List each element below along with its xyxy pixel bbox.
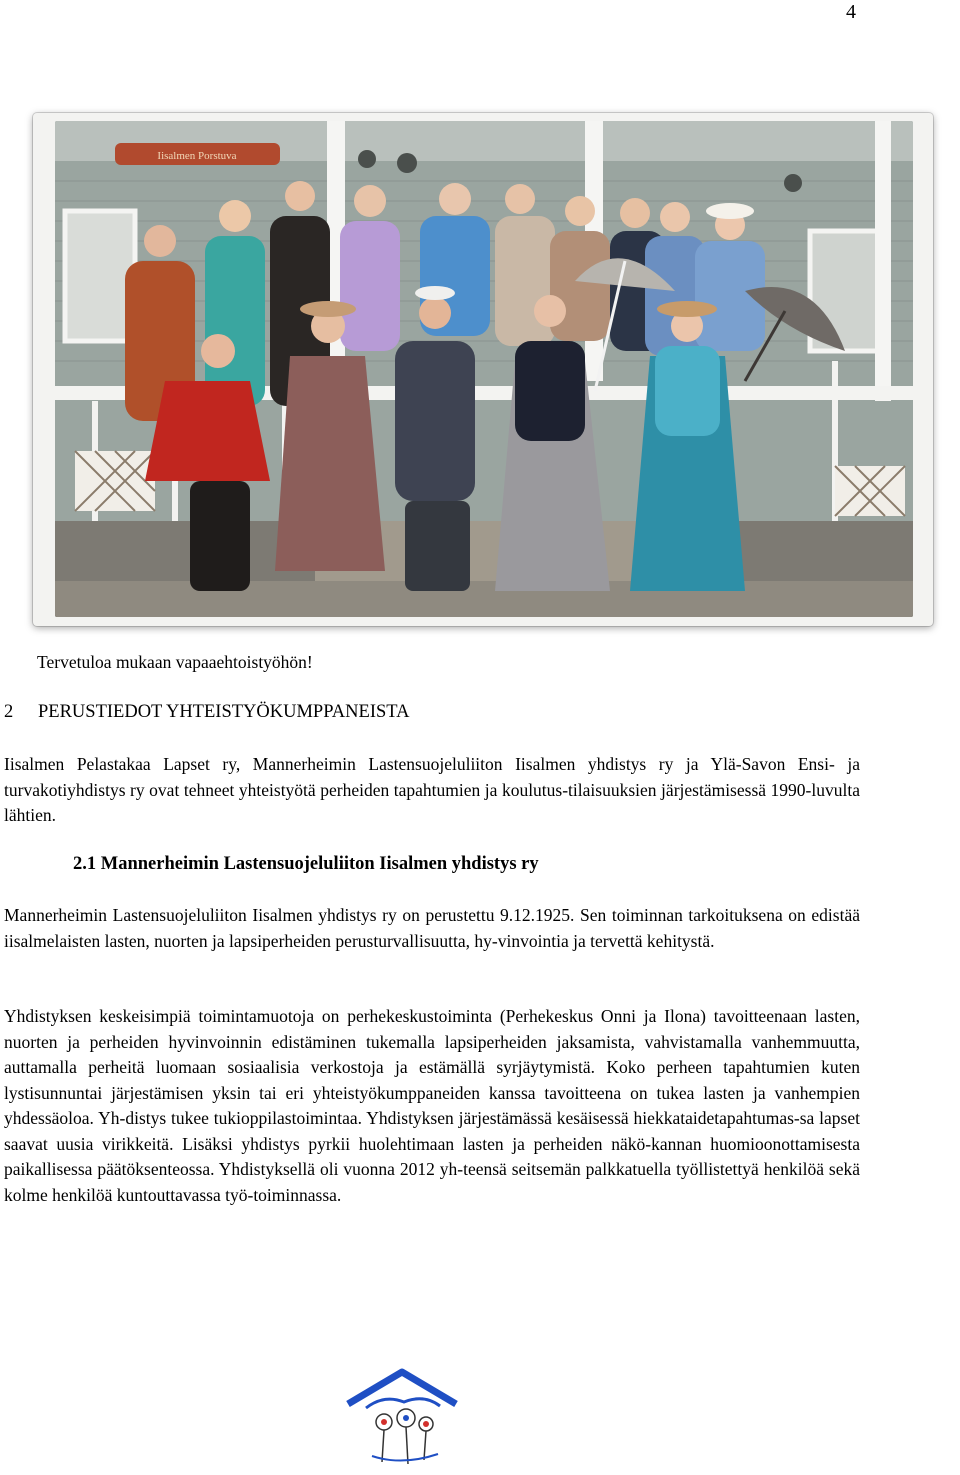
page-number: 4 bbox=[846, 1, 856, 23]
group-photo bbox=[55, 121, 913, 617]
photo-frame bbox=[33, 113, 933, 626]
section-2-paragraph: Iisalmen Pelastakaa Lapset ry, Mannerheimin Lastensuojeluliiton Iisalmen yhdistys ry ja Ylä-Savon Ensi- ja turvakotiyhdistys ry ovat tehneet yhteistyötä perheiden tapahtumien ja koulutus-tilaisuuksien järjestämisessä 1990-luvulta lähtien. bbox=[4, 754, 860, 825]
organization-logo bbox=[344, 1366, 460, 1470]
section-2-1-paragraph-2: Yhdistyksen keskeisimpiä toimintamuotoja on perhekeskustoiminta (Perhekeskus Onni ja Ilona) tavoitteenaan lasten, nuorten ja perheiden hyvinvoinnin edistäminen tukemalla lapsiperheiden jaksamista, vahvistamalla vanhemmuutta, auttamalla perheitä luomaan sosiaalisia verkostoja ja estämällä syrjäytymistä. Koko perheen tapahtumien kuten lystisunnuntai järjestämisen yksin tai eri yhteistyökumppaneiden kanssa tavoitteena on tukea lasten ja vanhempien yhdessäoloa. Yh-distys tukee tukioppilastoimintaa. Yhdistyksen järjestämässä kesäisessä hiekkataidetapahtumas-sa lapset saavat uusia virikkeitä. Lisäksi yhdistys pyrkii huolehtimaan lasten ja perheiden näkö-kannan huomioonottamisesta paikallisessa päätöksenteossa. Yhdistyksellä oli vuonna 2012 yh-teensä seitsemän palkkatuella työllistettyä henkilöä sekä kolme henkilöä kuntouttavassa työ-toiminnassa. bbox=[4, 1006, 860, 1205]
section-2-1-heading: 2.1 Mannerheimin Lastensuojeluliiton Iisalmen yhdistys ry bbox=[73, 854, 539, 874]
section-2-heading bbox=[4, 700, 860, 726]
section-2-1-paragraph-1: Mannerheimin Lastensuojeluliiton Iisalmen yhdistys ry on perustettu 9.12.1925. Sen toiminnan tarkoituksena on edistää iisalmelaisten lasten, nuorten ja lapsiperheiden perusturvallisuutta, hy-vinvointia ja tervettä kehitystä. bbox=[4, 905, 860, 951]
section-2-number: 2 bbox=[4, 702, 14, 722]
section-2-title: PERUSTIEDOT YHTEISTYÖKUMPPANEISTA bbox=[38, 702, 410, 722]
photo-caption: Tervetuloa mukaan vapaaehtoistyöhön! bbox=[37, 652, 313, 672]
building-sign: Iisalmen Porstuva bbox=[157, 150, 237, 162]
